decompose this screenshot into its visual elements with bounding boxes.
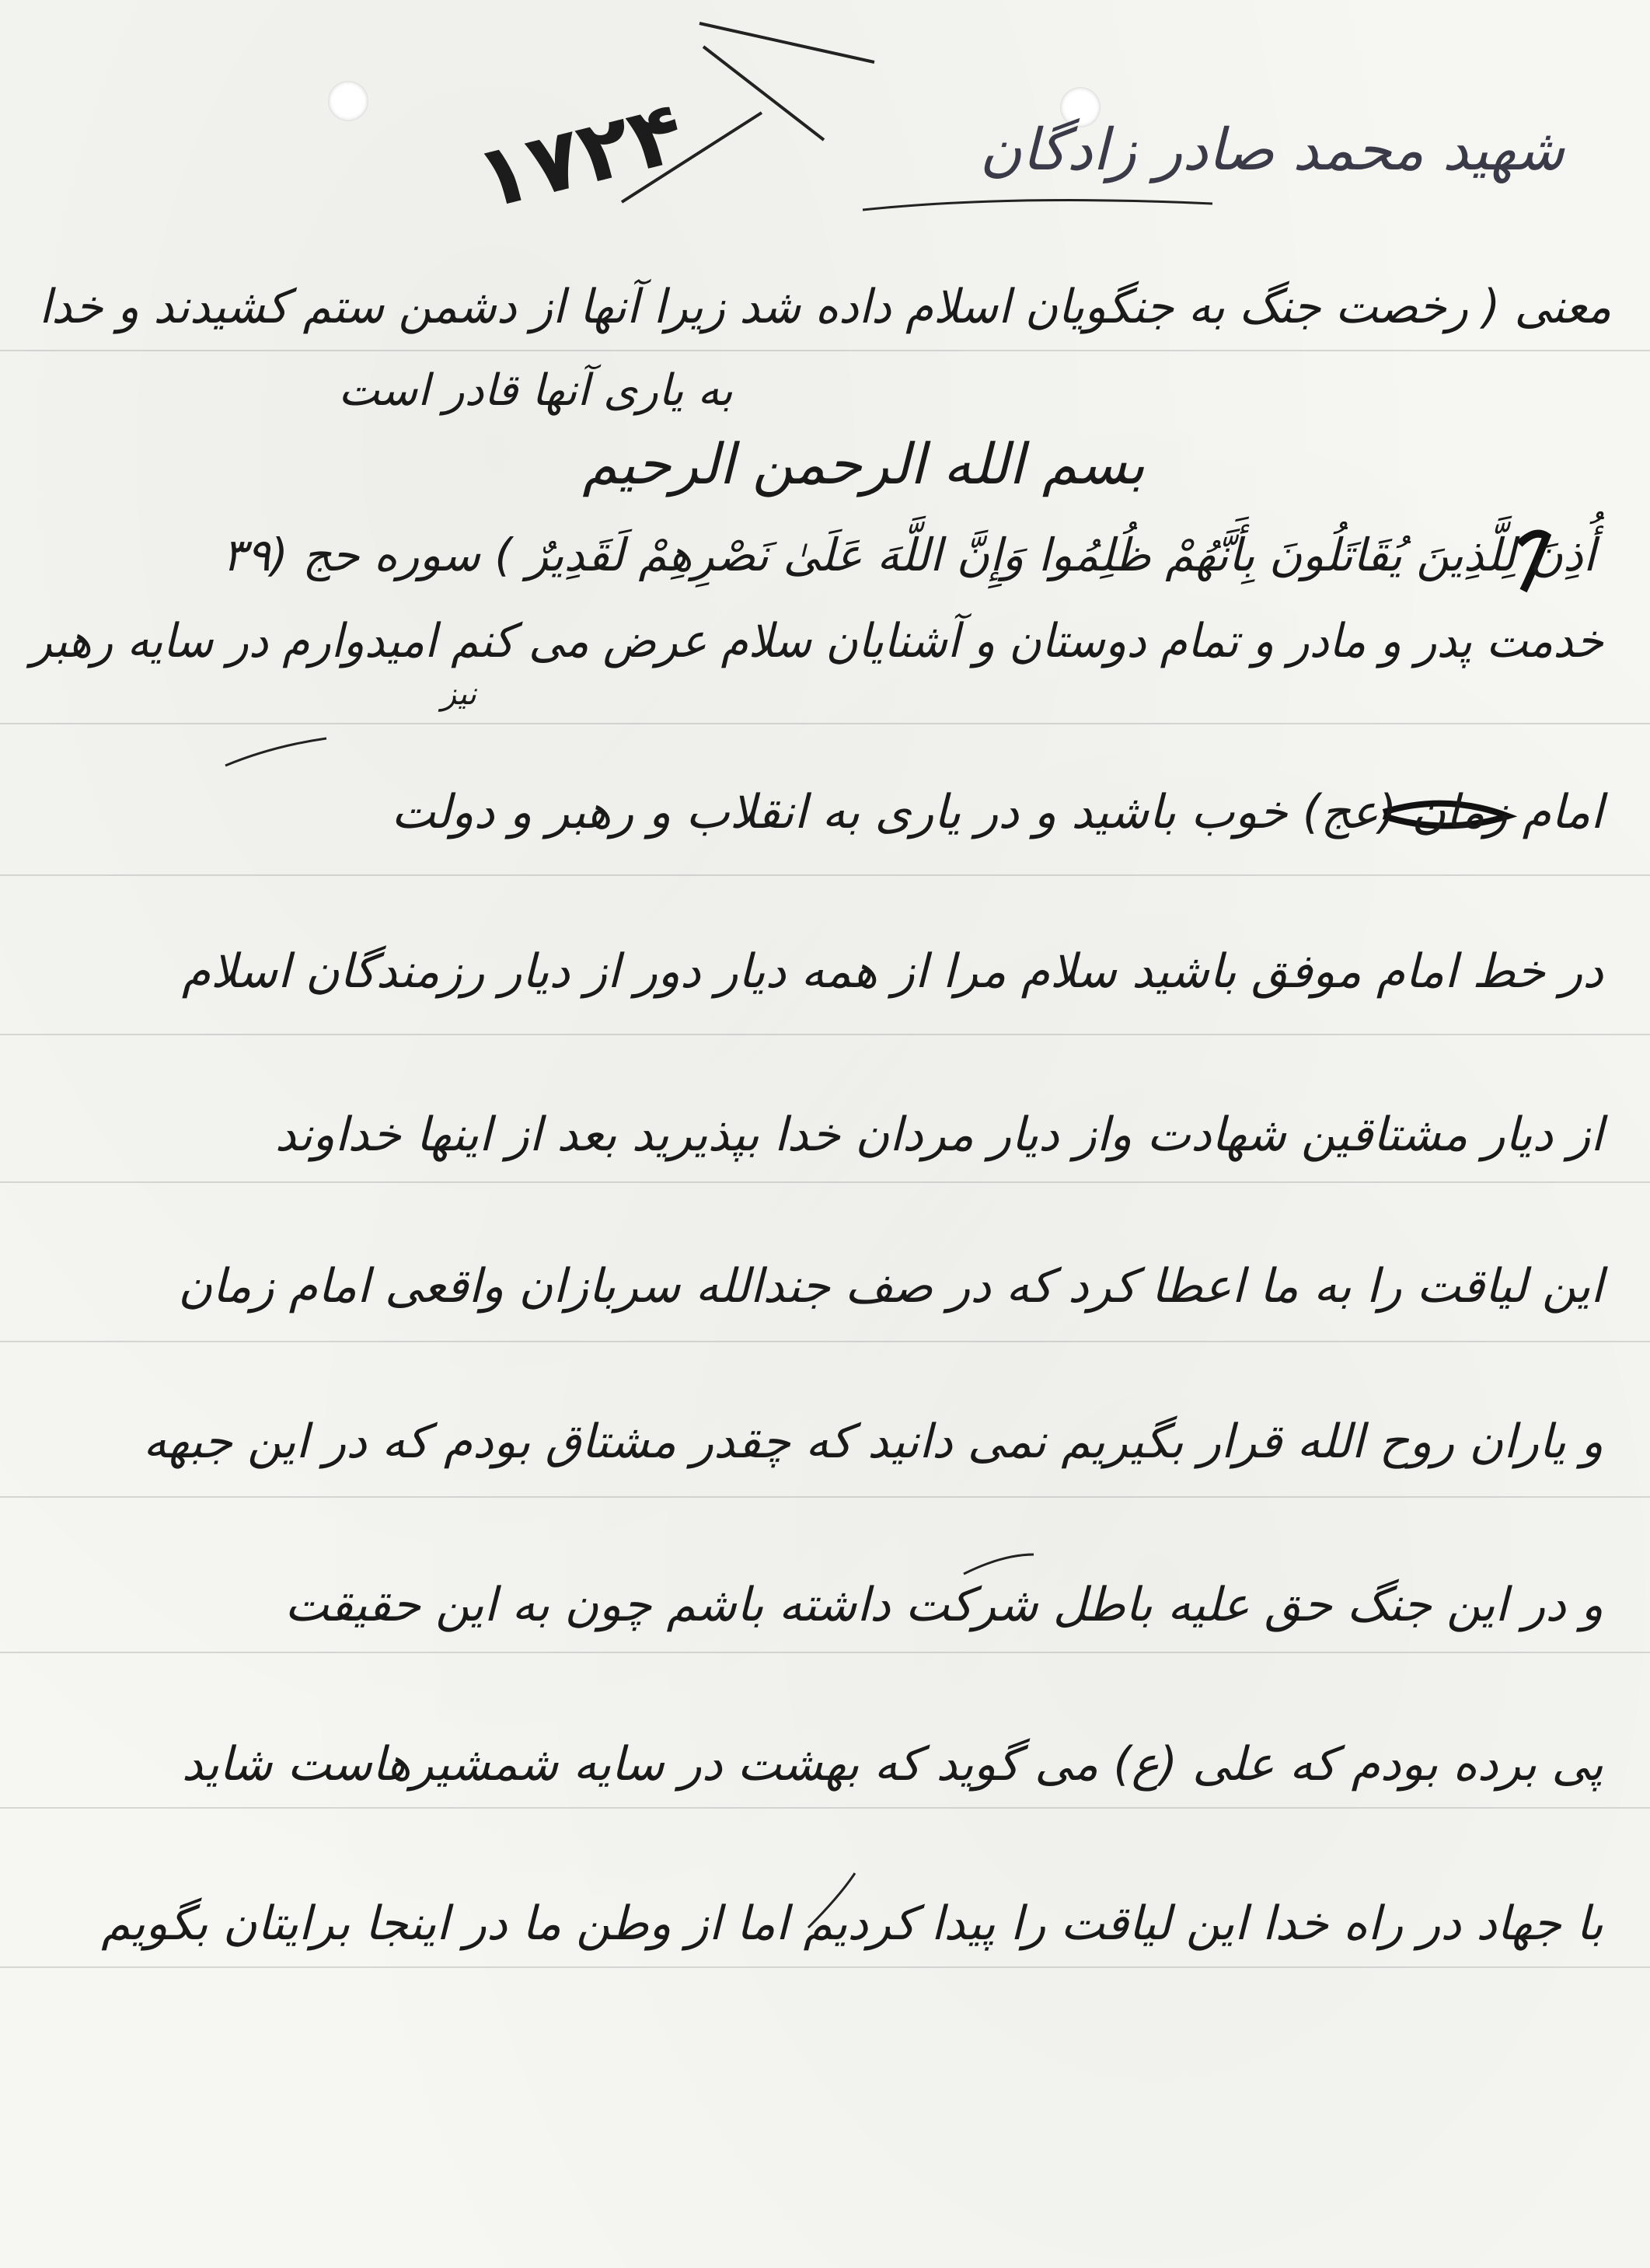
- ruled-line: [0, 1181, 1650, 1183]
- body-line: با جهاد در راه خدا این لیاقت را پیدا کردیم اما از وطن ما در اینجا برایتان بگویم: [101, 1896, 1603, 1951]
- body-line: از دیار مشتاقین شهادت واز دیار مردان خدا بپذیرید بعد از اینها خداوند: [274, 1108, 1603, 1162]
- underline-stroke: [964, 1554, 1034, 1574]
- bismillah-heading: بسم الله الرحمن الرحیم: [582, 431, 1145, 497]
- punch-hole: [328, 81, 368, 121]
- ruled-line: [0, 1034, 1650, 1035]
- body-line: خدمت پدر و مادر و تمام دوستان و آشنایان سلام عرض می کنم امیدوارم در سایه رهبر: [30, 614, 1603, 668]
- ruled-line: [0, 1496, 1650, 1498]
- quran-verse: أُذِنَ لِلَّذِینَ یُقَاتَلُونَ بِأَنَّهُمْ ظُلِمُوا وَإِنَّ اللَّهَ عَلَىٰ نَصْرِهِمْ لَقَدِیرٌ ) سوره حج (۳۹: [222, 529, 1596, 581]
- underline-stroke: [225, 738, 326, 766]
- ruled-line: [0, 723, 1650, 724]
- diagonal-pen-stroke: [703, 47, 824, 140]
- ruled-line: [0, 350, 1650, 351]
- ruled-line: [0, 874, 1650, 876]
- ruled-line: [0, 1966, 1650, 1968]
- martyr-name: شهید محمد صادر زادگان: [979, 117, 1565, 183]
- body-line: در خط امام موفق باشید سلام مرا از همه دیار دور از دیار رزمندگان اسلام: [181, 944, 1603, 999]
- ruled-line: [0, 1807, 1650, 1809]
- ruled-line: [0, 1652, 1650, 1653]
- interlinear-insert: نیز: [441, 676, 476, 712]
- diagonal-pen-stroke: [699, 23, 874, 62]
- intro-note-line: به یاری آنها قادر است: [338, 365, 733, 416]
- body-line: این لیاقت را به ما اعطا کرد که در صف جندالله سربازان واقعی امام زمان: [178, 1259, 1603, 1314]
- body-line: و یاران روح الله قرار بگیریم نمی دانید که چقدر مشتاق بودم که در این جبهه: [143, 1415, 1603, 1469]
- underline-stroke: [863, 201, 1212, 211]
- archive-number: ۱۷۲۴: [466, 82, 693, 229]
- intro-note-line: معنی ( رخصت جنگ به جنگویان اسلام داده شد زیرا آنها از دشمن ستم کشیدند و خدا: [38, 280, 1611, 334]
- body-line: امام زمان (عج) خوب باشید و در یاری به انقلاب و رهبر و دولت: [391, 785, 1603, 839]
- body-line: پی برده بودم که علی (ع) می گوید که بهشت در سایه شمشیرهاست شاید: [181, 1737, 1603, 1792]
- body-line: و در این جنگ حق علیه باطل شرکت داشته باشم چون به این حقیقت: [284, 1578, 1603, 1632]
- ruled-line: [0, 1341, 1650, 1342]
